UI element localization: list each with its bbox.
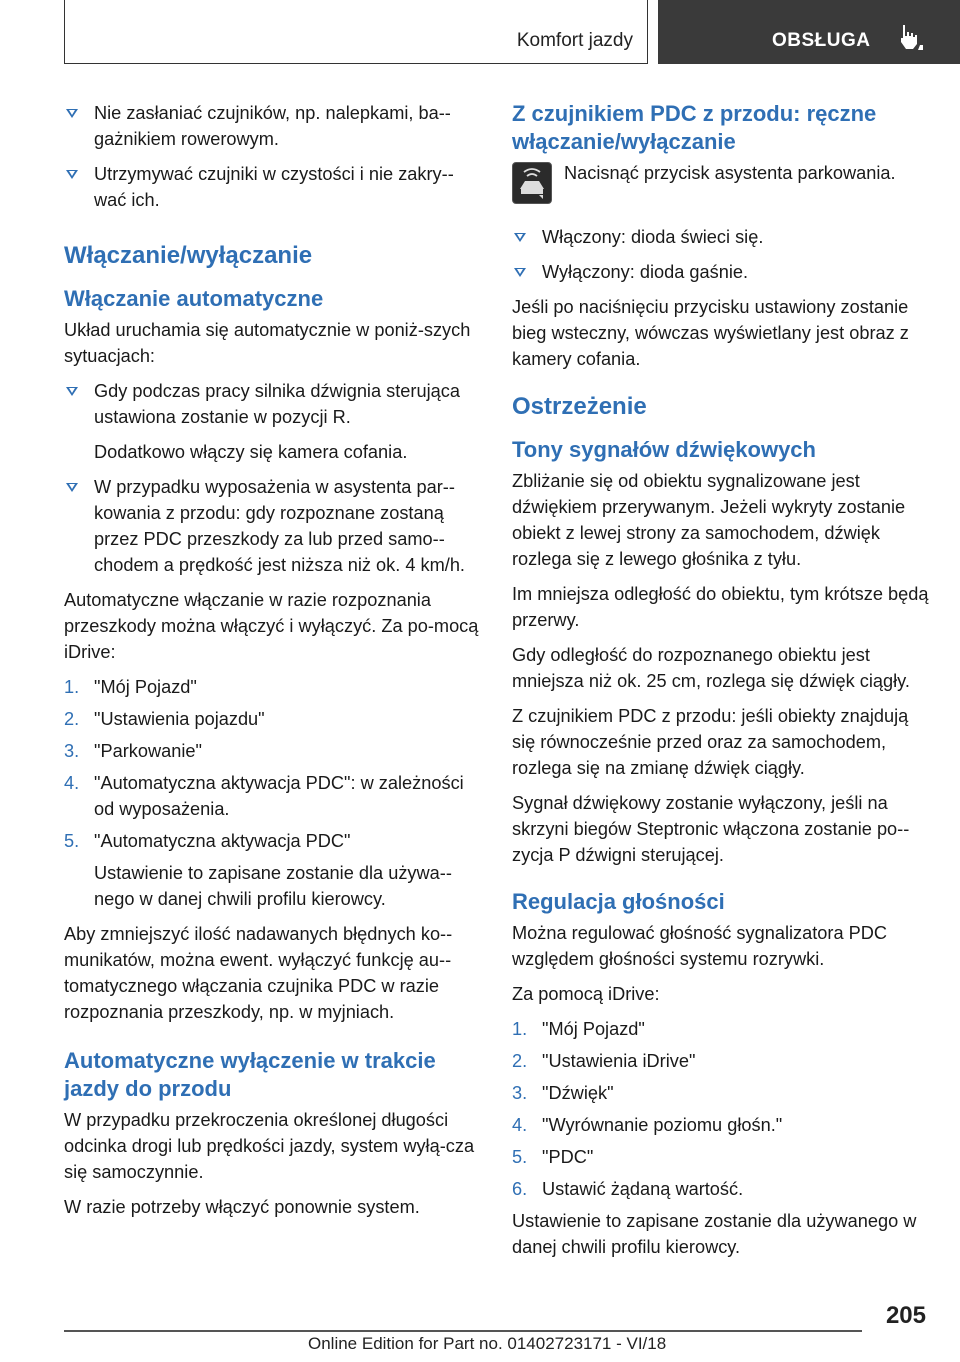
triangle-bullet-icon <box>66 170 78 179</box>
triangle-bullet-icon <box>514 268 526 277</box>
paragraph: Im mniejsza odległość do obiektu, tym krótsze będą przerwy. <box>512 584 929 630</box>
footer-divider <box>64 1330 862 1332</box>
header-title-box <box>64 0 648 64</box>
paragraph: Sygnał dźwiękowy zostanie wyłączony, jeśli na skrzyni biegów Steptronic włączona zostanie po-zycja P dźwigni sterującej. <box>512 793 910 865</box>
heading-volume: Regulacja głośności <box>512 889 725 914</box>
list-item: Gdy podczas pracy silnika dźwignia sterująca ustawiona zostanie w pozycji R. <box>64 378 480 430</box>
parking-sensor-icon <box>513 163 551 203</box>
paragraph: Z czujnikiem PDC z przodu: jeśli obiekty znajdują się równocześnie przed oraz za samochodem, rozlega się na zmianę dźwięk ciągły. <box>512 706 909 778</box>
triangle-bullet-icon <box>514 233 526 242</box>
header-section-box <box>658 0 960 64</box>
list-item: Włączony: dioda świeci się. <box>512 224 930 250</box>
step-item: 5. "PDC" <box>512 1147 594 1167</box>
list-item: Nie zasłaniać czujników, np. nalepkami, ba-gażnikiem rowerowym. <box>64 100 480 152</box>
step-item: 5. "Automatyczna aktywacja PDC" <box>64 831 351 851</box>
page-number: 205 <box>885 1302 926 1329</box>
step-item: 2. "Ustawienia pojazdu" <box>64 709 265 729</box>
footer-edition: Online Edition for Part no. 01402723171 - VI/18 <box>308 1334 667 1353</box>
right-column <box>512 100 930 1269</box>
step-item: 3. "Parkowanie" <box>64 741 202 761</box>
step-item: 1. "Mój Pojazd" <box>512 1019 645 1039</box>
step-item: 3. "Dźwięk" <box>512 1083 614 1103</box>
paragraph: Ustawienie to zapisane zostanie dla używanego w danej chwili profilu kierowcy. <box>512 1211 917 1257</box>
paragraph: Jeśli po naciśnięciu przycisku ustawiony zostanie bieg wsteczny, wówczas wyświetlany jest obraz z kamery cofania. <box>512 297 909 369</box>
paragraph: Układ uruchamia się automatycznie w poniż-szych sytuacjach: <box>64 320 471 366</box>
heading-warning: Ostrzeżenie <box>512 393 647 420</box>
step-item: 4. "Wyrównanie poziomu głośn." <box>512 1115 783 1135</box>
paragraph: W przypadku przekroczenia określonej długości odcinka drogi lub prędkości jazdy, system wyłą-cza się samoczynnie. <box>64 1110 475 1182</box>
header-section: OBSŁUGA <box>772 30 871 51</box>
button-instruction-text: Nacisnąć przycisk asystenta parkowania. <box>564 163 896 183</box>
heading-auto-on: Włączanie automatyczne <box>64 286 324 311</box>
paragraph: Aby zmniejszyć ilość nadawanych błędnych ko-munikatów, można ewent. wyłączyć funkcję au-tomatycznego włączania czujnika PDC w razie rozpoznania przeszkody, np. w myjniach. <box>64 924 453 1022</box>
triangle-bullet-icon <box>66 109 78 118</box>
parking-assistant-button-icon <box>512 162 552 204</box>
paragraph: Za pomocą iDrive: <box>512 984 660 1004</box>
paragraph: Gdy odległość do rozpoznanego obiektu jest mniejsza niż ok. 25 cm, rozlega się dźwięk ciągły. <box>512 645 910 691</box>
step-item: 6. Ustawić żądaną wartość. <box>512 1179 744 1199</box>
header-title: Komfort jazdy <box>516 30 633 51</box>
list-item: Utrzymywać czujniki w czystości i nie zakry-wać ich. <box>64 161 480 213</box>
paragraph: Automatyczne włączanie w razie rozpoznania przeszkody można włączyć i wyłączyć. Za po-mocą iDrive: <box>64 590 479 662</box>
step-item: 2. "Ustawienia iDrive" <box>512 1051 696 1071</box>
list-item: W przypadku wyposażenia w asystenta par-kowania z przodu: gdy rozpoznane zostaną przez PDC przeszkody za lub przed samo-chodem a prędkość jest niższa niż ok. 4 km/h. <box>64 474 480 578</box>
triangle-bullet-icon <box>66 483 78 492</box>
list-item: Wyłączony: dioda gaśnie. <box>512 259 930 285</box>
step-item: 4. "Automatyczna aktywacja PDC": w zależności od wyposażenia. <box>64 773 464 819</box>
list-item-note: Dodatkowo włączy się kamera cofania. <box>94 442 408 462</box>
hand-pointer-icon <box>896 22 926 52</box>
paragraph: W razie potrzeby włączyć ponownie system. <box>64 1197 420 1217</box>
heading-front-pdc: Z czujnikiem PDC z przodu: ręczne włączanie/wyłączanie <box>512 101 877 154</box>
heading-auto-off: Automatyczne wyłączenie w trakcie jazdy do przodu <box>64 1048 436 1101</box>
paragraph: Można regulować głośność sygnalizatora PDC względem głośności systemu rozrywki. <box>512 923 888 969</box>
heading-onoff: Włączanie/wyłączanie <box>64 242 313 269</box>
triangle-bullet-icon <box>66 387 78 396</box>
paragraph: Zbliżanie się od obiektu sygnalizowane jest dźwiękiem przerywanym. Jeżeli wykryty zostanie obiekt z lewej strony za samochodem, dźwięk rozlega się z lewego głośnika z tyłu. <box>512 471 906 569</box>
button-instruction <box>512 160 930 210</box>
step-item: 1. "Mój Pojazd" <box>64 677 197 697</box>
step-note: Ustawienie to zapisane zostanie dla używa-nego w danej chwili profilu kierowcy. <box>94 863 452 909</box>
left-column <box>64 100 480 1229</box>
heading-tones: Tony sygnałów dźwiękowych <box>512 437 816 462</box>
